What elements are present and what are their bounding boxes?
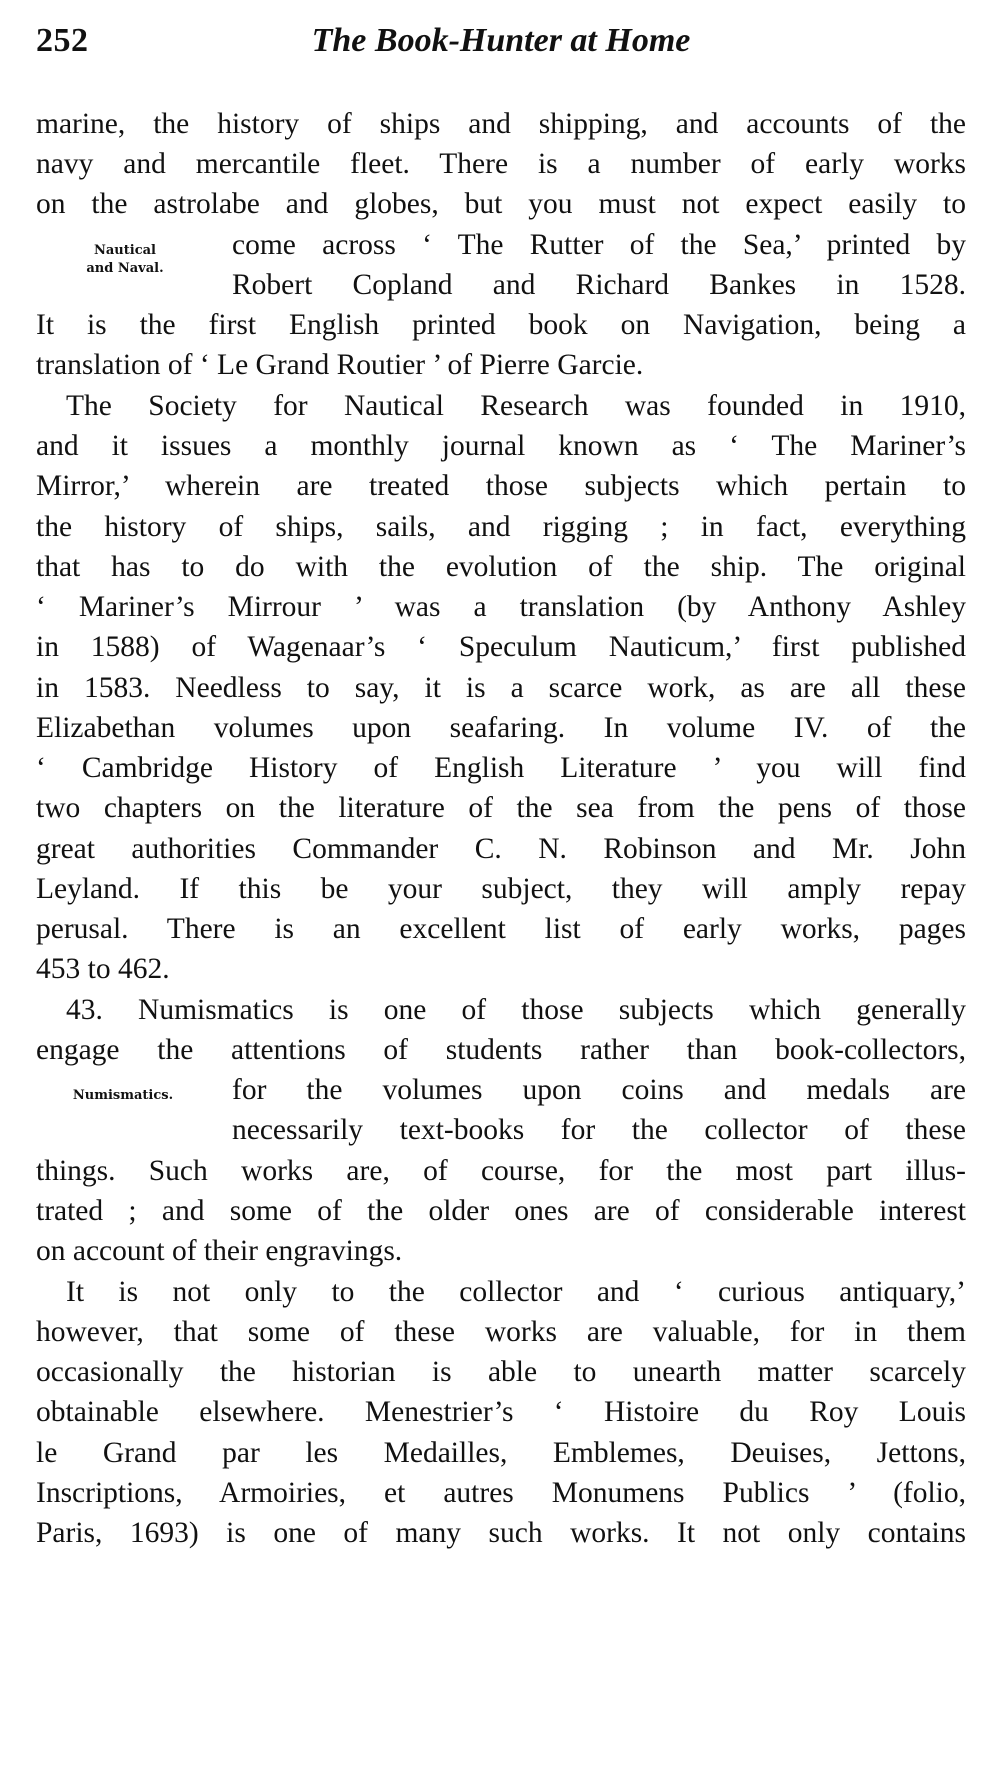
text-line: engage the attentions of students rather than book-collectors, [36,1034,966,1066]
page-number: 252 [36,22,89,59]
text-line: on the astrolabe and globes, but you must not expect easily to [36,188,966,220]
text-line: and it issues a monthly journal known as ‘ The Mariner’s [36,430,966,462]
text-line: Elizabethan volumes upon seafaring. In volume IV. of the [36,712,966,744]
text-line: for the volumes upon coins and medals are [232,1074,966,1106]
text-line: translation of ‘ Le Grand Routier ’ of Pierre Garcie. [36,349,644,381]
sidenote-nautical [60,242,190,278]
text-line: Leyland. If this be your subject, they will amply repay [36,873,966,905]
text-line: It is the first English printed book on Navigation, being a [36,309,966,341]
text-line: however, that some of these works are valuable, for in them [36,1316,966,1348]
text-line: It is not only to the collector and ‘ curious antiquary,’ [66,1276,966,1308]
sidenote-nautical-line1: Nautical [94,243,156,258]
text-line: The Society for Nautical Research was founded in 1910, [66,390,966,422]
sidenote-numismatics [58,1087,188,1105]
text-line: trated ; and some of the older ones are of considerable interest [36,1195,966,1227]
text-line: in 1588) of Wagenaar’s ‘ Speculum Nauticum,’ first published [36,631,966,663]
text-line: great authorities Commander C. N. Robinson and Mr. John [36,833,966,865]
text-line: in 1583. Needless to say, it is a scarce work, as are all these [36,672,966,704]
text-line: the history of ships, sails, and rigging ; in fact, everything [36,511,966,543]
text-line: obtainable elsewhere. Menestrier’s ‘ Histoire du Roy Louis [36,1396,966,1428]
text-line: perusal. There is an excellent list of early works, pages [36,913,966,945]
page-header [36,22,966,78]
text-line: occasionally the historian is able to unearth matter scarcely [36,1356,966,1388]
text-line: navy and mercantile fleet. There is a number of early works [36,148,966,180]
text-line: ‘ Mariner’s Mirrour ’ was a translation (by Anthony Ashley [36,591,966,623]
text-line: marine, the history of ships and shipping, and accounts of the [36,108,966,140]
text-line: Mirror,’ wherein are treated those subjects which pertain to [36,470,966,502]
text-line: things. Such works are, of course, for the most part illus- [36,1155,966,1187]
text-line: 453 to 462. [36,953,170,985]
text-line: two chapters on the literature of the sea from the pens of those [36,792,966,824]
sidenote-numismatics-label: Numismatics. [72,1088,174,1103]
text-line: Robert Copland and Richard Bankes in 1528. [232,269,966,301]
text-line: Inscriptions, Armoiries, et autres Monumens Publics ’ (folio, [36,1477,966,1509]
text-line: come across ‘ The Rutter of the Sea,’ printed by [232,229,966,261]
sidenote-nautical-line2: and Naval. [86,261,164,276]
text-line: 43. Numismatics is one of those subjects which generally [66,994,966,1026]
text-line: ‘ Cambridge History of English Literature ’ you will find [36,752,966,784]
text-line: necessarily text-books for the collector of these [232,1114,966,1146]
text-line: Paris, 1693) is one of many such works. It not only contains [36,1517,966,1549]
running-title: The Book-Hunter at Home [311,22,691,59]
text-line: that has to do with the evolution of the ship. The original [36,551,966,583]
text-line: le Grand par les Medailles, Emblemes, Deuises, Jettons, [36,1437,966,1469]
text-line: on account of their engravings. [36,1235,403,1267]
